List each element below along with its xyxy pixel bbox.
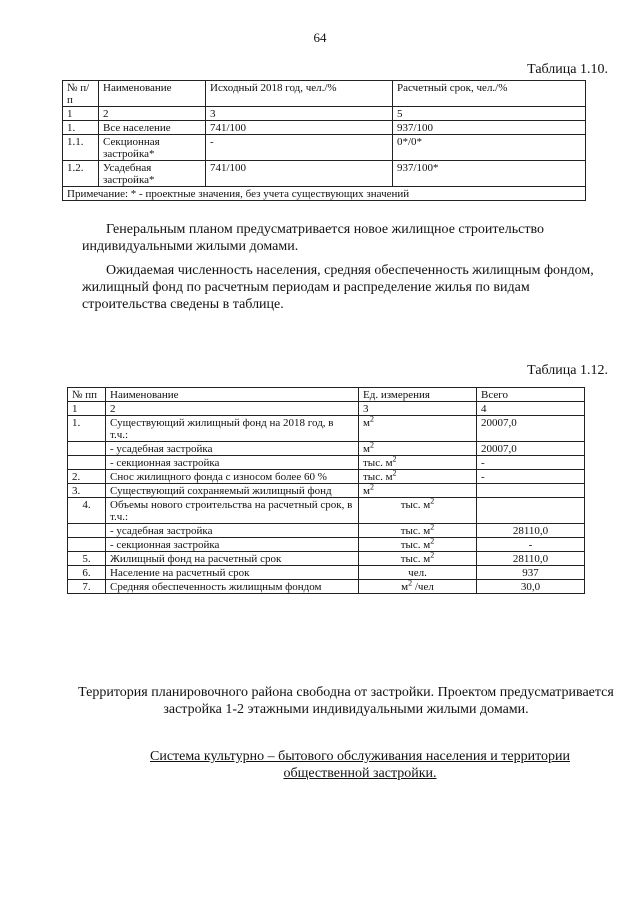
table-cell: Жилищный фонд на расчетный срок [106, 552, 359, 566]
section-heading: Система культурно – бытового обслуживания населения и территории общественной застройки. [149, 749, 570, 781]
table-cell: - усадебная застройка [106, 524, 359, 538]
table-note-row [63, 187, 586, 201]
table-cell: 937 [477, 566, 585, 580]
paragraph: Генеральным планом предусматривается новое жилищное строительство индивидуальными жилыми домами. [82, 222, 544, 254]
unit-cell: тыс. $м^2$ [359, 470, 477, 484]
table-header-row [68, 388, 585, 402]
table-row [68, 442, 585, 456]
table-cell [68, 442, 106, 456]
header-cell: Исходный 2018 год, чел./% [206, 81, 393, 107]
table-cell: 7. [68, 580, 106, 594]
table-cell: 937/100 [393, 121, 586, 135]
table-cell: 3 [206, 107, 393, 121]
table-cell: 3. [68, 484, 106, 498]
unit-cell: тыс. $м^2$ [359, 456, 477, 470]
table-index-row [63, 107, 586, 121]
paragraph: Территория планировочного района свободна от застройки. Проектом предусматривается застройка 1-2 этажными индивидуальными жилыми домами. [78, 685, 614, 717]
table-cell: 741/100 [206, 161, 393, 187]
table-row [68, 524, 585, 538]
table-cell: Секционная застройка* [99, 135, 206, 161]
header-cell: Наименование [99, 81, 206, 107]
table-cell: 1.2. [63, 161, 99, 187]
table-cell: Все население [99, 121, 206, 135]
table-cell: - [477, 538, 585, 552]
table-cell [68, 538, 106, 552]
table-cell: 1 [68, 402, 106, 416]
unit-cell: тыс. $м^2$ [359, 524, 477, 538]
table-cell: Усадебная застройка* [99, 161, 206, 187]
table-cell: 4 [477, 402, 585, 416]
table-cell: 2 [106, 402, 359, 416]
table-row [63, 121, 586, 135]
unit-cell: $м^2$ /чел [359, 580, 477, 594]
unit-cell: $м^2$ [359, 416, 477, 442]
table-cell: 2 [99, 107, 206, 121]
unit-cell: тыс. $м^2$ [359, 538, 477, 552]
header-cell: Всего [477, 388, 585, 402]
table-row [68, 538, 585, 552]
table-cell: 937/100* [393, 161, 586, 187]
housing-table [67, 387, 585, 594]
table-row [68, 416, 585, 442]
table-cell: 1. [63, 121, 99, 135]
table-cell: 1.1. [63, 135, 99, 161]
table-cell: 30,0 [477, 580, 585, 594]
table-cell: 4. [68, 498, 106, 524]
table-cell: 5 [393, 107, 586, 121]
table-row [63, 161, 586, 187]
header-cell: № п/п [63, 81, 99, 107]
table-cell: Объемы нового строительства на расчетный срок, в т.ч.: [106, 498, 359, 524]
table-caption: Таблица 1.12. [527, 363, 608, 378]
table-note: Примечание: * - проектные значения, без учета существующих значений [63, 187, 586, 201]
table-cell: 1 [63, 107, 99, 121]
table-cell: - усадебная застройка [106, 442, 359, 456]
table-cell: - [206, 135, 393, 161]
unit-cell: $м^2$ [359, 484, 477, 498]
header-cell: № пп [68, 388, 106, 402]
table-cell: Снос жилищного фонда с износом более 60 % [106, 470, 359, 484]
table-cell: Население на расчетный срок [106, 566, 359, 580]
header-cell: Расчетный срок, чел./% [393, 81, 586, 107]
table-cell: Существующий сохраняемый жилищный фонд [106, 484, 359, 498]
table-cell [68, 456, 106, 470]
table-row [68, 580, 585, 594]
table-cell: 5. [68, 552, 106, 566]
table-caption: Таблица 1.10. [527, 62, 608, 77]
table-cell: 20007,0 [477, 442, 585, 456]
table-cell: - секционная застройка [106, 538, 359, 552]
unit-cell: тыс. $м^2$ [359, 552, 477, 566]
unit-cell: тыс. $м^2$ [359, 498, 477, 524]
table-cell: 6. [68, 566, 106, 580]
table-row [68, 484, 585, 498]
table-index-row [68, 402, 585, 416]
page-number: 64 [313, 30, 327, 45]
table-cell: - [477, 470, 585, 484]
table-cell: - [477, 456, 585, 470]
table-cell: 741/100 [206, 121, 393, 135]
table-cell [477, 484, 585, 498]
table-cell: Средняя обеспеченность жилищным фондом [106, 580, 359, 594]
table-row [68, 470, 585, 484]
table-header-row [63, 81, 586, 107]
header-cell: Наименование [106, 388, 359, 402]
table-row [63, 135, 586, 161]
table-cell: 3 [359, 402, 477, 416]
table-row [68, 566, 585, 580]
table-cell: чел. [359, 566, 477, 580]
paragraph: Ожидаемая численность населения, средняя обеспеченность жилищным фондом, жилищный фонд по расчетным периодам и распределение жилья по видам строительства сведены в таблице. [82, 263, 594, 312]
table-cell: 0*/0* [393, 135, 586, 161]
table-row [68, 552, 585, 566]
table-cell: - секционная застройка [106, 456, 359, 470]
table-cell: 28110,0 [477, 552, 585, 566]
unit-cell: $м^2$ [359, 442, 477, 456]
table-cell: 20007,0 [477, 416, 585, 442]
table-cell: 28110,0 [477, 524, 585, 538]
header-cell: Ед. измерения [359, 388, 477, 402]
table-cell [477, 498, 585, 524]
table-row [68, 456, 585, 470]
table-cell: 1. [68, 416, 106, 442]
table-cell: Существующий жилищный фонд на 2018 год, в т.ч.: [106, 416, 359, 442]
table-row [68, 498, 585, 524]
table-cell [68, 524, 106, 538]
table-cell: 2. [68, 470, 106, 484]
population-table [62, 80, 586, 201]
